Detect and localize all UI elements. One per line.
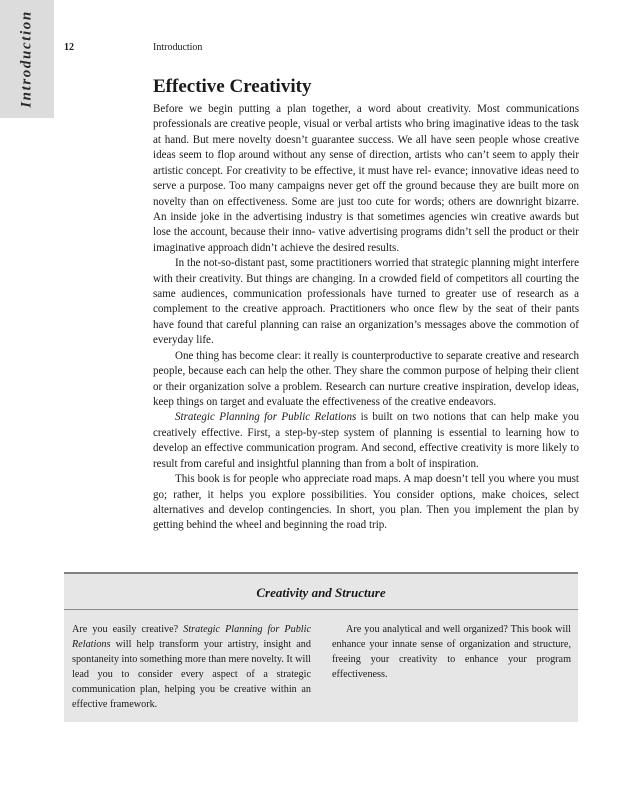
sidebar-box: [64, 572, 578, 722]
sidebar-paragraph: [72, 622, 311, 713]
book-title: Strategic Planning for Public Relations: [175, 411, 357, 424]
body-text: [153, 102, 579, 534]
sidebar-intro: Are you easily creative?: [72, 624, 184, 635]
book-title: Strategic Planning for Public Relations: [72, 624, 311, 651]
paragraph: In the not-so-distant past, some practitioners worried that strategic planning might interfere with their creativity. But things are changing. In a crowded field of competitors all courting the same audiences, communication professionals have turned to greater use of research as a complement to the creative approach. Practitioners who once flew by the seat of their pants have found that careful planning can raise an organization’s messages above the commotion of everyday life.: [153, 257, 579, 347]
paragraph: Before we begin putting a plan together, a word about creativity. Most communications professionals are creative people, visual or verbal artists who bring imaginative ideas to the task at hand. But mere novelty doesn’t guarantee success. We all have seen people whose creative ideas seem to flop around without any sense of direction, artists who can’t seem to apply their artistic concept. For creativity to be effective, it must have rel- evance; innovative ideas need to serve a purpose. Too many campaigns never get off the ground because they are built more on novelty than on effectiveness. Some are just too cute for words; others are downright bizarre. An inside joke in the advertising industry is that sometimes agencies win creative awards but lose the account, because their inno- vative advertising programs didn’t sell the product or their imaginative approach didn’t achieve the desired results.: [153, 103, 579, 254]
paragraph: One thing has become clear: it really is counterproductive to separate creative and research people, because each can help the other. They share the common purpose of helping their client or their organization solve a problem. Research can nurture creative inspiration, develop ideas, keep things on target and evaluate the effectiveness of the creative endeavors.: [153, 349, 579, 409]
sidebar-column-right: [332, 622, 571, 682]
page-number: 12: [64, 42, 74, 53]
paragraph: This book is for people who appreciate road maps. A map doesn’t tell you where you must go; rather, it helps you explore possibilities. You consider options, make choices, select alternatives and develop contingencies. In short, you plan. Then you implement the plan by getting behind the wheel and beginning the road trip.: [153, 473, 579, 532]
chapter-tab-label: Introduction: [18, 10, 35, 108]
paragraph-text: is built on two notions that can help make you creatively effective. First, a step-by-step system of planning is essential to learning how to develop an effective communication program. And second, effective creativity is more likely to result from careful and insightful planning than from a bolt of inspiration.: [153, 411, 579, 470]
section-title: Effective Creativity: [153, 76, 312, 97]
sidebar-column-left: [72, 622, 311, 713]
sidebar-paragraph: Are you analytical and well organized? This book will enhance your innate sense of organization and structure, freeing your creativity to enhance your program effectiveness.: [332, 624, 571, 681]
sidebar-divider: [64, 609, 578, 610]
chapter-tab: [0, 0, 54, 118]
sidebar-text: will help transform your artistry, insight and spontaneity into something more than mere novelty. It will lead you to consider every aspect of a strategic communication plan, helping you be creative within an effective framework.: [72, 639, 311, 711]
paragraph: [153, 410, 579, 472]
sidebar-title: Creativity and Structure: [256, 585, 386, 600]
running-head: Introduction: [153, 42, 203, 53]
